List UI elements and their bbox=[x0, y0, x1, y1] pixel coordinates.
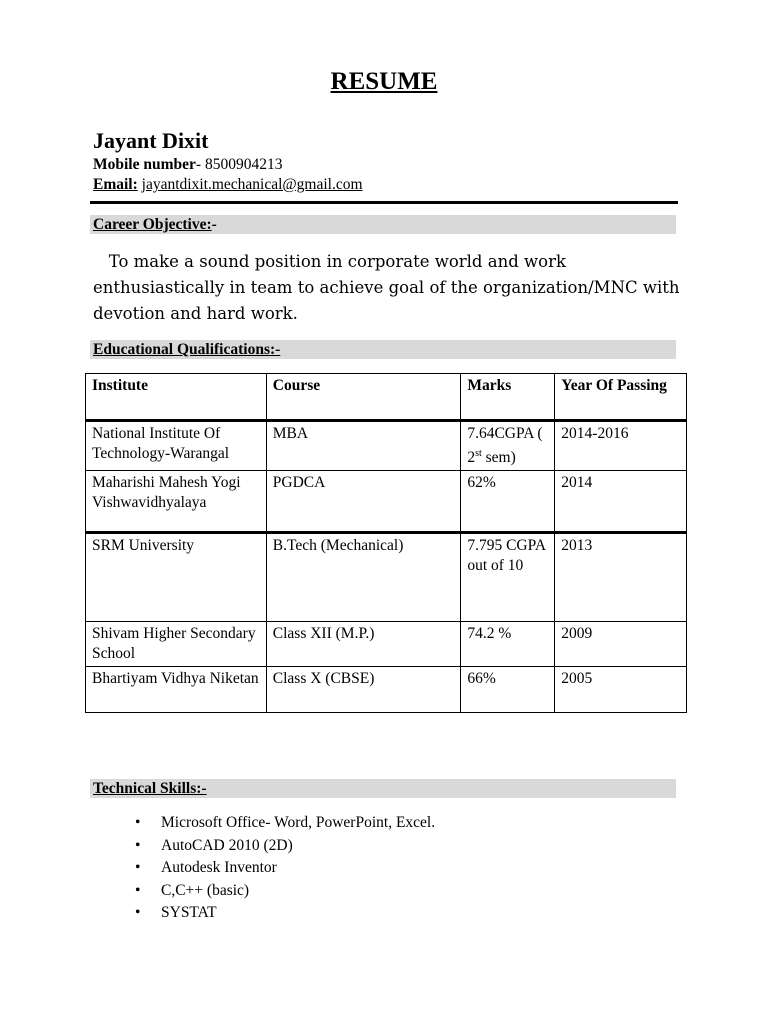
marks-superscript: st bbox=[475, 448, 482, 459]
header-course: Course bbox=[266, 374, 461, 421]
cell-course: B.Tech (Mechanical) bbox=[266, 533, 461, 622]
marks-suffix: sem) bbox=[481, 449, 516, 467]
cell-marks: 7.795 CGPA out of 10 bbox=[461, 533, 555, 622]
candidate-name: Jayant Dixit bbox=[93, 128, 209, 153]
table-row bbox=[86, 471, 687, 533]
skill-text: Microsoft Office- Word, PowerPoint, Excel. bbox=[161, 814, 436, 831]
resume-title: RESUME bbox=[330, 68, 438, 95]
cell-marks: 66% bbox=[461, 667, 555, 713]
career-objective-heading bbox=[90, 215, 676, 234]
bullet-icon: • bbox=[135, 814, 141, 831]
cell-course: MBA bbox=[266, 421, 461, 471]
technical-skills-heading bbox=[90, 779, 676, 798]
technical-skills-title: Technical Skills:- bbox=[93, 780, 207, 797]
table-row bbox=[86, 667, 687, 713]
email-line bbox=[93, 176, 363, 194]
cell-course: Class XII (M.P.) bbox=[266, 622, 461, 667]
header-institute: Institute bbox=[86, 374, 267, 421]
mobile-number: 8500904213 bbox=[204, 156, 283, 173]
cell-institute: Maharishi Mahesh Yogi Vishwavidhyalaya bbox=[86, 471, 267, 533]
career-objective-text bbox=[93, 249, 683, 327]
skill-text: Autodesk Inventor bbox=[161, 859, 277, 876]
header-divider bbox=[90, 201, 678, 204]
cell-institute: Bhartiyam Vidhya Niketan bbox=[86, 667, 267, 713]
cell-year: 2014 bbox=[555, 471, 687, 533]
skill-text: C,C++ (basic) bbox=[161, 881, 250, 899]
cell-institute: SRM University bbox=[86, 533, 267, 622]
cell-year: 2009 bbox=[555, 622, 687, 667]
table-header-row bbox=[86, 374, 687, 421]
list-item bbox=[135, 812, 435, 835]
bullet-icon: • bbox=[135, 904, 141, 921]
cell-institute: National Institute Of Technology-Warangal bbox=[86, 421, 267, 471]
cell-marks: 74.2 % bbox=[461, 622, 555, 667]
email-link[interactable]: jayantdixit.mechanical@gmail.com bbox=[141, 176, 363, 193]
table-row bbox=[86, 533, 687, 622]
bullet-icon: • bbox=[135, 881, 141, 899]
skills-list bbox=[135, 812, 435, 925]
cell-year: 2013 bbox=[555, 533, 687, 622]
list-item bbox=[135, 880, 435, 903]
cell-year: 2014-2016 bbox=[555, 421, 687, 471]
cell-marks: 62% bbox=[461, 471, 555, 533]
table-row bbox=[86, 622, 687, 667]
cell-course: PGDCA bbox=[266, 471, 461, 533]
mobile-separator: - bbox=[195, 156, 205, 173]
education-title: Educational Qualifications:- bbox=[93, 341, 281, 358]
list-item bbox=[135, 857, 435, 880]
mobile-line bbox=[93, 156, 282, 174]
header-year: Year Of Passing bbox=[555, 374, 687, 421]
list-item bbox=[135, 835, 435, 858]
table-row bbox=[86, 421, 687, 471]
list-item bbox=[135, 902, 435, 925]
cell-course: Class X (CBSE) bbox=[266, 667, 461, 713]
career-objective-title: Career Objective: bbox=[93, 216, 212, 233]
bullet-icon: • bbox=[135, 859, 141, 876]
skill-text: AutoCAD 2010 (2D) bbox=[161, 836, 293, 854]
objective-body: To make a sound position in corporate world and work enthusiastically in team to achieve goal of the organization/MNC with devotion and hard work. bbox=[93, 252, 680, 323]
cell-institute: Shivam Higher Secondary School bbox=[86, 622, 267, 667]
email-label: Email: bbox=[93, 176, 138, 193]
career-objective-suffix: - bbox=[211, 216, 217, 233]
education-heading bbox=[90, 340, 676, 359]
mobile-label: Mobile number bbox=[93, 156, 196, 173]
cell-marks bbox=[461, 421, 555, 471]
education-table bbox=[85, 373, 687, 713]
bullet-icon: • bbox=[135, 836, 141, 854]
marks-value: 7.64CGPA ( 2 bbox=[467, 425, 543, 467]
header-marks: Marks bbox=[461, 374, 555, 421]
cell-year: 2005 bbox=[555, 667, 687, 713]
skill-text: SYSTAT bbox=[161, 904, 217, 921]
